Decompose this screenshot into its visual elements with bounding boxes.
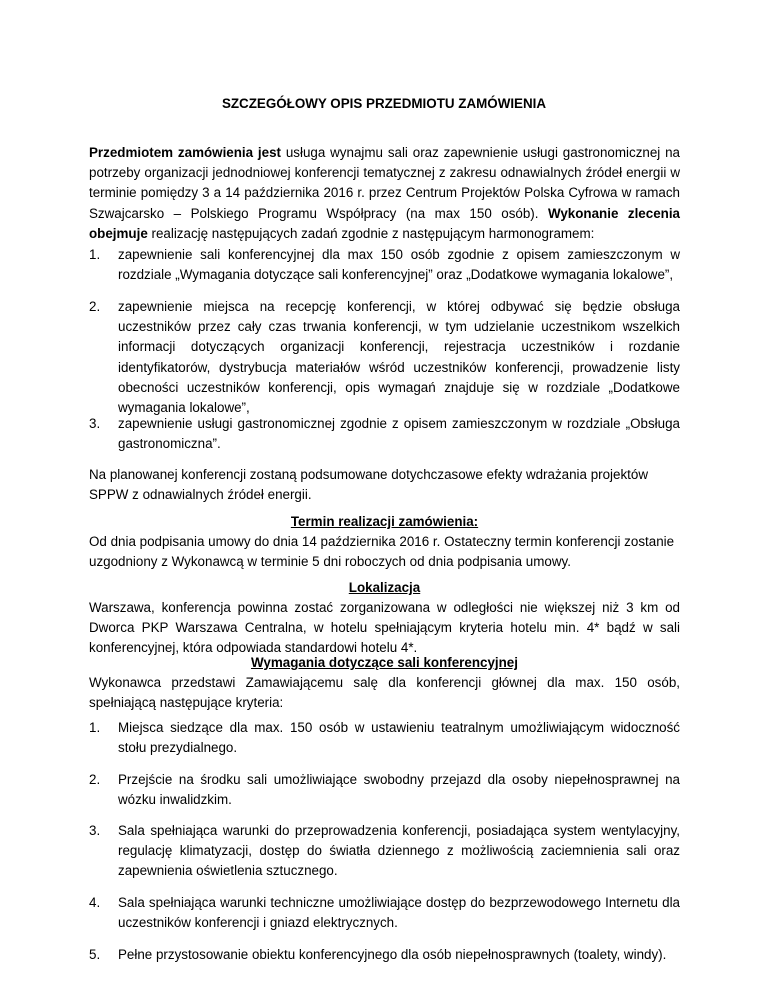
list-number: 1. [89,720,101,735]
list-text: zapewnienie miejsca na recepcję konferencji, w której odbywać się będzie obsługa uczestników przez cały czas trwania konferencji, w tym udzielanie uczestnikom wszelkich informacji dotyczących organizacji konferencji, rejestracja uczestników i rozdanie identyfikatorów, dystrybucja materiałów wśród uczestników konferencji, prowadzenie listy obecności uczestników konferencji, opis wymagań znajduje się w rozdziale „Dodatkowe wymagania lokalowe”, [118,299,680,416]
termin-heading: Termin realizacji zamówienia: [290,514,479,529]
intro-bold-1: Przedmiotem zamówienia jest [89,145,281,160]
page-title: SZCZEGÓŁOWY OPIS PRZEDMIOTU ZAMÓWIENIA [221,96,547,111]
list-item [89,718,680,758]
list-item [89,821,680,882]
list-number: 2. [89,299,101,314]
list-item [89,245,680,285]
list-number: 1. [89,247,101,262]
list-text: Miejsca siedzące dla max. 150 osób w ustawieniu teatralnym umożliwiającym widoczność stołu prezydialnego. [118,720,680,756]
lokalizacja-heading: Lokalizacja [348,580,421,595]
termin-text: Od dnia podpisania umowy do dnia 14 października 2016 r. Ostateczny termin konferencji zostanie uzgodniony z Wykonawcą w terminie 5 dni roboczych od dnia podpisania umowy. [89,534,675,570]
wymagania-heading: Wymagania dotyczące sali konferencyjnej [251,655,518,670]
list-item [89,297,680,418]
intro-bold-2: Wykonanie zlecenia obejmuje [89,205,680,241]
list-number: 5. [89,947,101,962]
list-item [89,945,680,965]
list-number: 3. [89,823,101,838]
intro-text-2: realizację następujących zadań zgodnie z następującym harmonogramem: [147,225,595,241]
intro-text-1: usługa wynajmu sali oraz zapewnienie usługi gastronomicznej na potrzeby organizacji jednodniowej konferencji tematycznej z zakresu odnawialnych źródeł energii w terminie pomiędzy 3 a 14 października 2016 r. przez Centrum Projektów Polska Cyfrowa w ramach Szwajcarsko – Polskiego Programu Współpracy (na max 150 osób). [89,145,680,221]
list-number: 2. [89,772,101,787]
list-item [89,414,680,454]
list-text: Sala spełniająca warunki do przeprowadzenia konferencji, posiadająca system wentylacyjny, regulację klimatyzacji, dostęp do światła dziennego z możliwością zaciemnienia sali oraz zapewnienia oświetlenia sztucznego. [118,823,680,879]
summary-paragraph: Na planowanej konferencji zostaną podsumowane dotychczasowe efekty wdrażania projektów SPPW z odnawialnych źródeł energii. [89,467,649,503]
lokalizacja-text: Warszawa, konferencja powinna zostać zorganizowana w odległości nie większej niż 3 km od Dworca PKP Warszawa Centralna, w hotelu spełniającym kryteria hotelu min. 4* bądź w sali konferencyjnej, która odpowiada standardowi hotelu 4*. [89,600,680,656]
wymagania-text: Wykonawca przedstawi Zamawiającemu salę dla konferencji głównej dla max. 150 osób, spełniającą następujące kryteria: [89,675,680,711]
list-item [89,893,680,933]
list-item [89,770,680,810]
list-text: zapewnienie usługi gastronomicznej zgodnie z opisem zamieszczonym w rozdziale „Obsługa gastronomiczna”. [118,416,680,452]
list-text: Przejście na środku sali umożliwiające swobodny przejazd dla osoby niepełnosprawnej na wózku inwalidzkim. [118,772,680,808]
list-text: zapewnienie sali konferencyjnej dla max 150 osób zgodnie z opisem zamieszczonym w rozdziale „Wymagania dotyczące sali konferencyjnej” oraz „Dodatkowe wymagania lokalowe”, [118,247,680,283]
list-number: 4. [89,895,101,910]
list-text: Sala spełniająca warunki techniczne umożliwiające dostęp do bezprzewodowego Internetu dla uczestników konferencji i gniazd elektrycznych. [118,895,680,931]
list-number: 3. [89,416,101,431]
intro-paragraph [89,143,680,244]
list-text: Pełne przystosowanie obiektu konferencyjnego dla osób niepełnosprawnych (toalety, windy). [118,947,667,962]
